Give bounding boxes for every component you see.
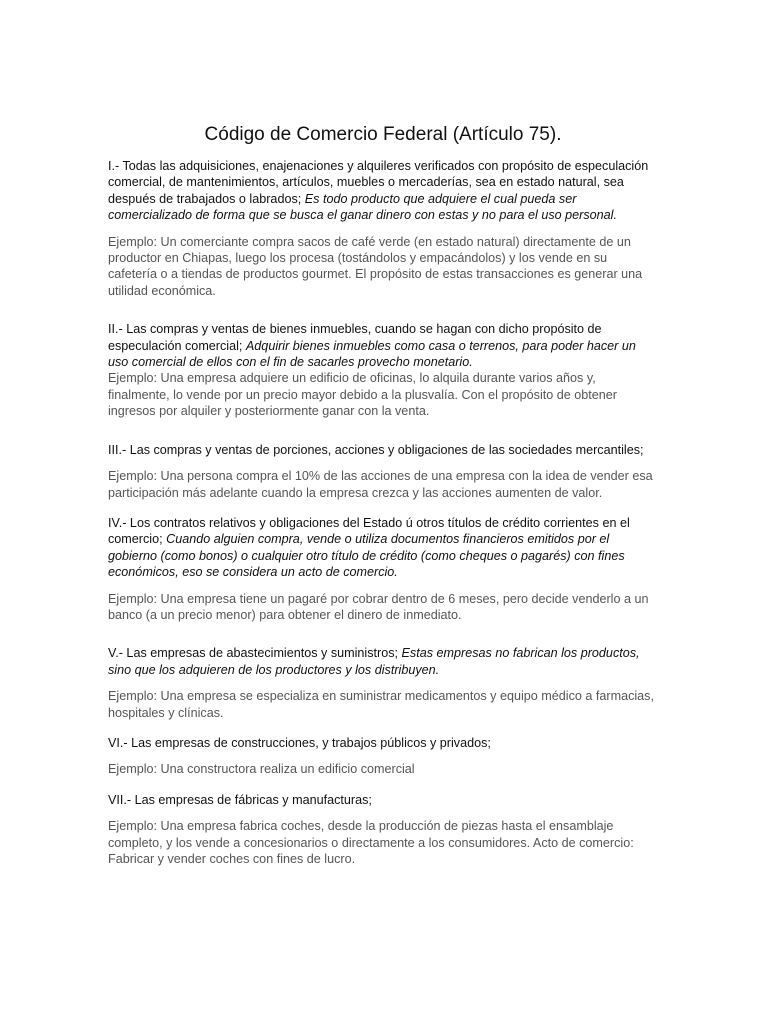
article-section-1 (108, 158, 658, 299)
example-7: Ejemplo: Una empresa fabrica coches, desde la producción de piezas hasta el ensamblaje completo, y los vende a concesionarios o directamente a los consumidores. Acto de comercio: Fabricar y vender coches con fines de lucro. (108, 819, 634, 866)
clause-2-text: II.- Las compras y ventas de bienes inmuebles, cuando se hagan con dicho propósito de especulación comercial; (108, 322, 602, 353)
clause-5-explanation: Estas empresas no fabrican los productos, sino que los adquieren de los productores y los distribuyen. (108, 646, 640, 677)
article-section-2 (108, 321, 658, 419)
clause-2 (108, 321, 658, 370)
example-2: Ejemplo: Una empresa adquiere un edificio de oficinas, lo alquila durante varios años y, finalmente, lo vende por un precio mayor debido a la plusvalía. Con el propósito de obtener ingresos por alquiler y posteriormente ganar con la venta. (108, 371, 617, 419)
clause-1-text: I.- Todas las adquisiciones, enajenaciones y alquileres verificados con propósito de especulación comercial, de mantenimientos, artículos, muebles o mercaderías, sea en estado natural, sea después de trabajados o labrados; (108, 159, 649, 206)
clause-3-text: III.- Las compras y ventas de porciones, acciones y obligaciones de las sociedades mercantiles; (108, 442, 644, 457)
clause-4 (108, 515, 658, 581)
clause-4-explanation: Cuando alguien compra, vende o utiliza documentos financieros emitidos por el gobierno (como bonos) o cualquier otro título de crédito (como cheques o pagarés) con fines económicos, eso se considera un acto de comercio. (108, 532, 625, 580)
article-section-6 (108, 735, 658, 778)
clause-1 (108, 158, 658, 224)
clause-6-text: VI.- Las empresas de construcciones, y trabajos públicos y privados; (108, 735, 491, 750)
clause-1-explanation: Es todo producto que adquiere el cual pueda ser comercializado de forma que se busca el ganar dinero con estas y no para el uso personal. (108, 191, 617, 223)
clause-2-explanation: Adquirir bienes inmuebles como casa o terrenos, para poder hacer un uso comercial de ellos con el fin de sacarles provecho monetario. (108, 338, 636, 370)
article-section-4 (108, 515, 658, 623)
clause-6 (108, 735, 658, 751)
clause-7 (108, 792, 658, 808)
example-4: Ejemplo: Una empresa tiene un pagaré por cobrar dentro de 6 meses, pero decide venderlo a un banco (a un precio menor) para obtener el dinero de inmediato. (108, 591, 649, 622)
example-5: Ejemplo: Una empresa se especializa en suministrar medicamentos y equipo médico a farmacias, hospitales y clínicas. (108, 689, 654, 720)
clause-4-text: IV.- Los contratos relativos y obligaciones del Estado ú otros títulos de crédito corrientes en el comercio; (108, 515, 630, 547)
clause-7-text: VII.- Las empresas de fábricas y manufacturas; (108, 792, 372, 807)
article-section-3 (108, 442, 658, 501)
clause-5 (108, 645, 658, 678)
clause-3 (108, 442, 658, 458)
example-3: Ejemplo: Una persona compra el 10% de las acciones de una empresa con la idea de vender esa participación más adelante cuando la empresa crezca y las acciones aumenten de valor. (108, 469, 653, 500)
clause-5-text: V.- Las empresas de abastecimientos y suministros; (108, 646, 402, 661)
article-section-5 (108, 645, 658, 721)
article-section-7 (108, 792, 658, 868)
document-title: Código de Comercio Federal (Artículo 75). (204, 124, 562, 145)
example-1: Ejemplo: Un comerciante compra sacos de café verde (en estado natural) directamente de un productor en Chiapas, luego los procesa (tostándolos y empacándolos) y los vende en su cafetería o a tiendas de productos gourmet. El propósito de estas transacciones es generar una utilidad económica. (108, 234, 643, 298)
example-6: Ejemplo: Una constructora realiza un edificio comercial (108, 762, 415, 777)
